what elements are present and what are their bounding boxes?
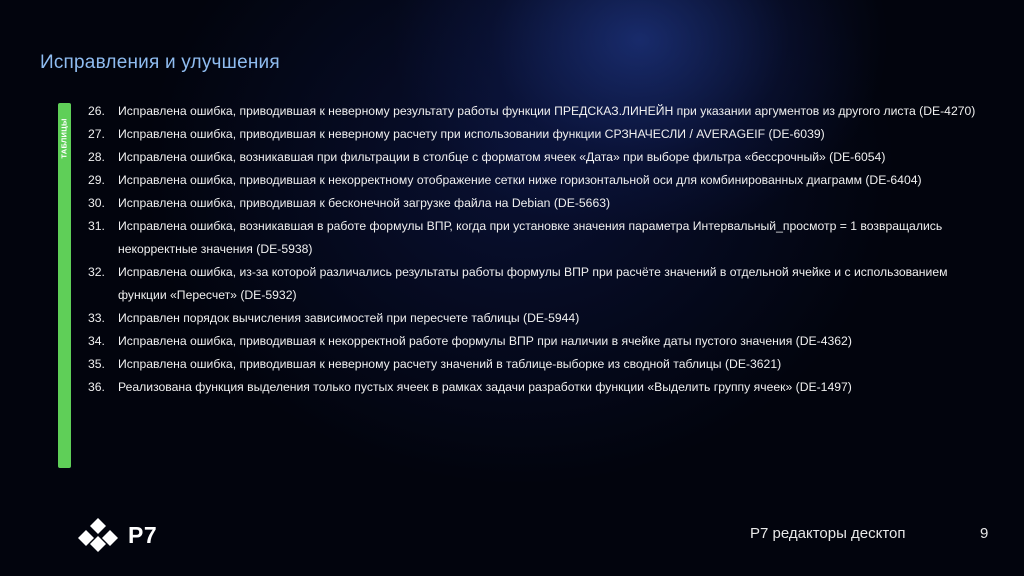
item-text: Исправлена ошибка, приводившая к неверному расчету значений в таблице-выборке из сводной таблицы (DE-3621) bbox=[118, 357, 782, 371]
item-number: 36. bbox=[88, 380, 105, 394]
item-text: Исправлена ошибка, возникавшая в работе формулы ВПР, когда при установке значения параметра Интервальный_просмотр = 1 возвращались некорректные значения (DE-5938) bbox=[118, 219, 943, 256]
list-item bbox=[88, 261, 978, 307]
list-item bbox=[88, 146, 978, 169]
slide-title: Исправления и улучшения bbox=[40, 52, 280, 73]
item-text: Исправлен порядок вычисления зависимостей при пересчете таблицы (DE-5944) bbox=[118, 311, 580, 325]
list-item bbox=[88, 330, 978, 353]
item-number: 35. bbox=[88, 357, 105, 371]
item-number: 28. bbox=[88, 150, 105, 164]
item-number: 31. bbox=[88, 219, 105, 233]
item-text: Исправлена ошибка, из-за которой различались результаты работы формулы ВПР при расчёте значений в отдельной ячейке и с использованием функции «Пересчет» (DE-5932) bbox=[118, 265, 948, 302]
item-text: Исправлена ошибка, приводившая к бесконечной загрузке файла на Debian (DE-5663) bbox=[118, 196, 611, 210]
page-number: 9 bbox=[980, 525, 989, 542]
item-number: 27. bbox=[88, 127, 105, 141]
item-number: 34. bbox=[88, 334, 105, 348]
item-text: Исправлена ошибка, приводившая к некорректной работе формулы ВПР при наличии в ячейке даты пустого значения (DE-4362) bbox=[118, 334, 852, 348]
item-number: 29. bbox=[88, 173, 105, 187]
list-item bbox=[88, 215, 978, 261]
section-tag-label: ТАБЛИЦЫ bbox=[60, 117, 69, 159]
item-text: Исправлена ошибка, приводившая к некорректному отображение сетки ниже горизонтальной оси для комбинированных диаграмм (DE-6404) bbox=[118, 173, 922, 187]
list-item bbox=[88, 376, 978, 399]
fix-list bbox=[88, 100, 978, 399]
item-number: 32. bbox=[88, 265, 105, 279]
list-item bbox=[88, 123, 978, 146]
footer-title: Р7 редакторы десктоп bbox=[750, 525, 906, 542]
item-text: Исправлена ошибка, возникавшая при фильтрации в столбце с форматом ячеек «Дата» при выборе фильтра «бессрочный» (DE-6054) bbox=[118, 150, 886, 164]
list-item bbox=[88, 307, 978, 330]
item-text: Реализована функция выделения только пустых ячеек в рамках задачи разработки функции «Выделить группу ячеек» (DE-1497) bbox=[118, 380, 852, 394]
list-item bbox=[88, 353, 978, 376]
item-number: 33. bbox=[88, 311, 105, 325]
list-item bbox=[88, 169, 978, 192]
r7-logo-icon bbox=[75, 517, 121, 553]
list-item bbox=[88, 192, 978, 215]
item-number: 26. bbox=[88, 104, 105, 118]
item-text: Исправлена ошибка, приводившая к неверному результату работы функции ПРЕДСКАЗ.ЛИНЕЙН при указании аргументов из другого листа (DE-4270) bbox=[118, 104, 976, 118]
item-text: Исправлена ошибка, приводившая к неверному расчету при использовании функции СРЗНАЧЕСЛИ / AVERAGEIF (DE-6039) bbox=[118, 127, 825, 141]
list-item bbox=[88, 100, 978, 123]
logo-text: P7 bbox=[128, 522, 158, 548]
item-number: 30. bbox=[88, 196, 105, 210]
section-tag bbox=[58, 103, 71, 173]
